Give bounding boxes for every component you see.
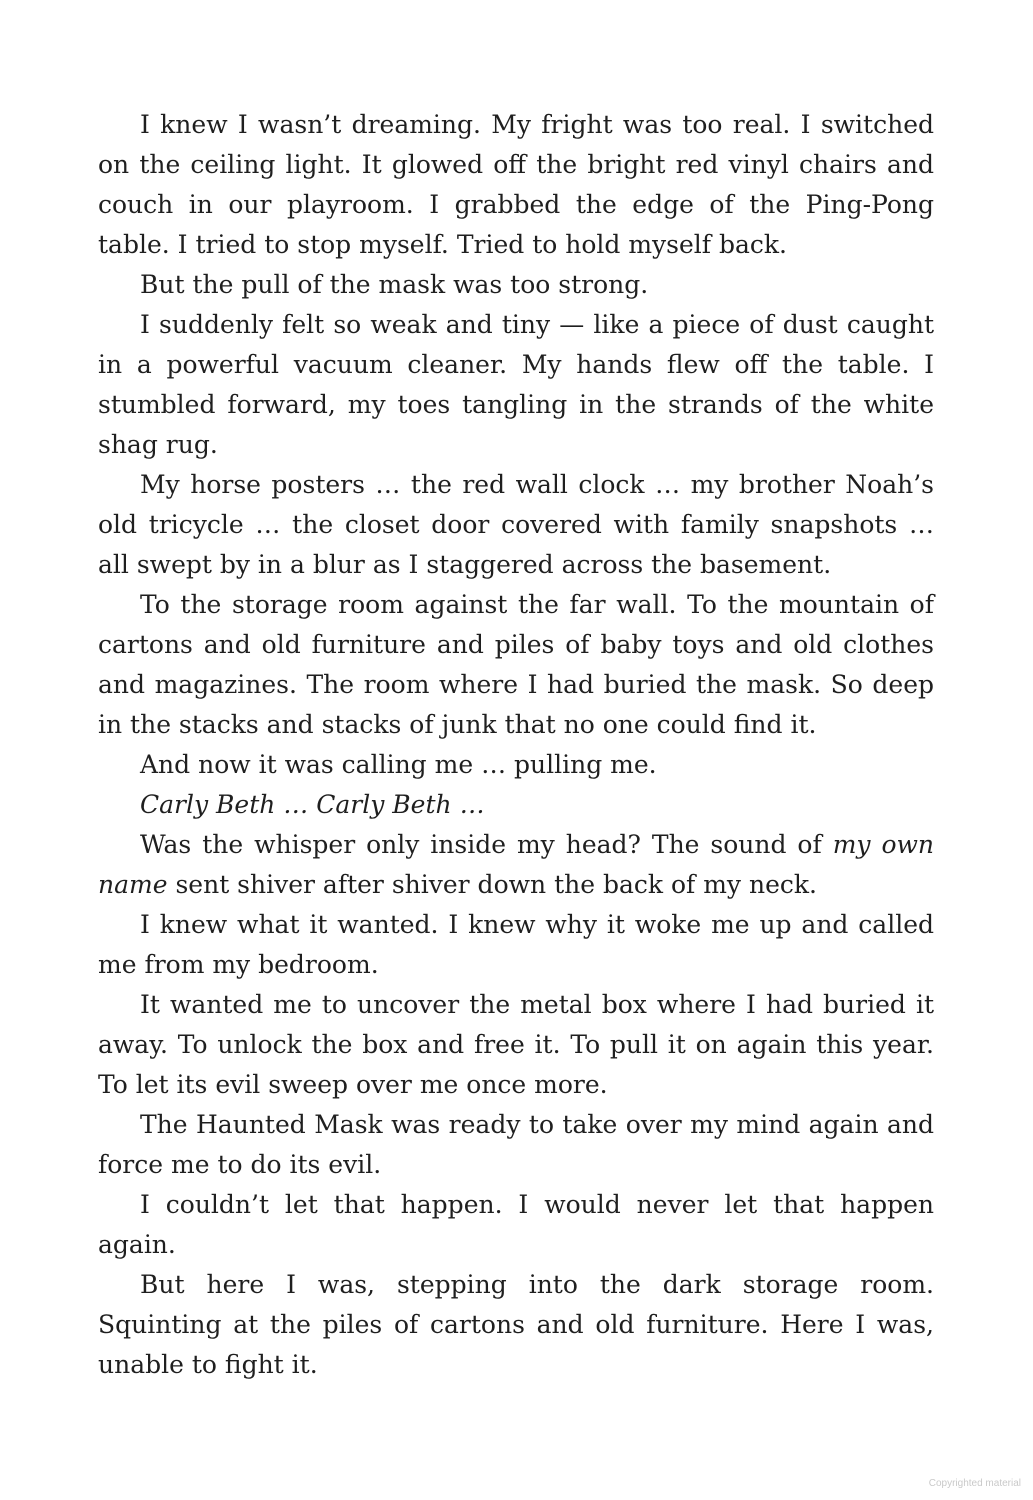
paragraph-11: The Haunted Mask was ready to take over my mind again and force me to do its evil.: [98, 1110, 934, 1179]
paragraph-9: I knew what it wanted. I knew why it woke me up and called me from my bedroom.: [98, 910, 934, 979]
paragraph-1: I knew I wasn’t dreaming. My fright was too real. I switched on the ceiling light. It glowed off the bright red vinyl chairs and couch in our playroom. I grabbed the edge of the Ping-Pong table. I tried to stop myself. Tried to hold myself back.: [98, 110, 934, 259]
paragraph-6: And now it was calling me … pulling me.: [140, 750, 657, 779]
whisper-paragraph: [98, 825, 934, 905]
paragraph-2: But the pull of the mask was too strong.: [140, 270, 649, 299]
whisper-line: Carly Beth … Carly Beth …: [140, 790, 485, 819]
whisper-paragraph-after: sent shiver after shiver down the back of my neck.: [167, 870, 817, 899]
paragraph-4: My horse posters … the red wall clock … my brother Noah’s old tricycle … the closet door covered with family snapshots … all swept by in a blur as I staggered across the basement.: [98, 470, 934, 579]
whisper-paragraph-before: Was the whisper only inside my head? The sound of: [140, 830, 833, 859]
paragraph-10: It wanted me to uncover the metal box where I had buried it away. To unlock the box and free it. To pull it on again this year. To let its evil sweep over me once more.: [98, 990, 934, 1099]
paragraph-3: I suddenly felt so weak and tiny — like a piece of dust caught in a powerful vacuum cleaner. My hands flew off the table. I stumbled forward, my toes tangling in the strands of the white shag rug.: [98, 310, 934, 459]
paragraph-5: To the storage room against the far wall. To the mountain of cartons and old furniture and piles of baby toys and old clothes and magazines. The room where I had buried the mask. So deep in the stacks and stacks of junk that no one could find it.: [98, 590, 934, 739]
copyright-watermark: Copyrighted material: [928, 1478, 1021, 1489]
paragraph-12: I couldn’t let that happen. I would never let that happen again.: [98, 1190, 934, 1259]
whisper-paragraph-italic: my own name: [98, 830, 935, 899]
book-page-text: [98, 105, 934, 1385]
paragraph-13: But here I was, stepping into the dark storage room. Squinting at the piles of cartons and old furniture. Here I was, unable to fight it.: [98, 1270, 934, 1379]
